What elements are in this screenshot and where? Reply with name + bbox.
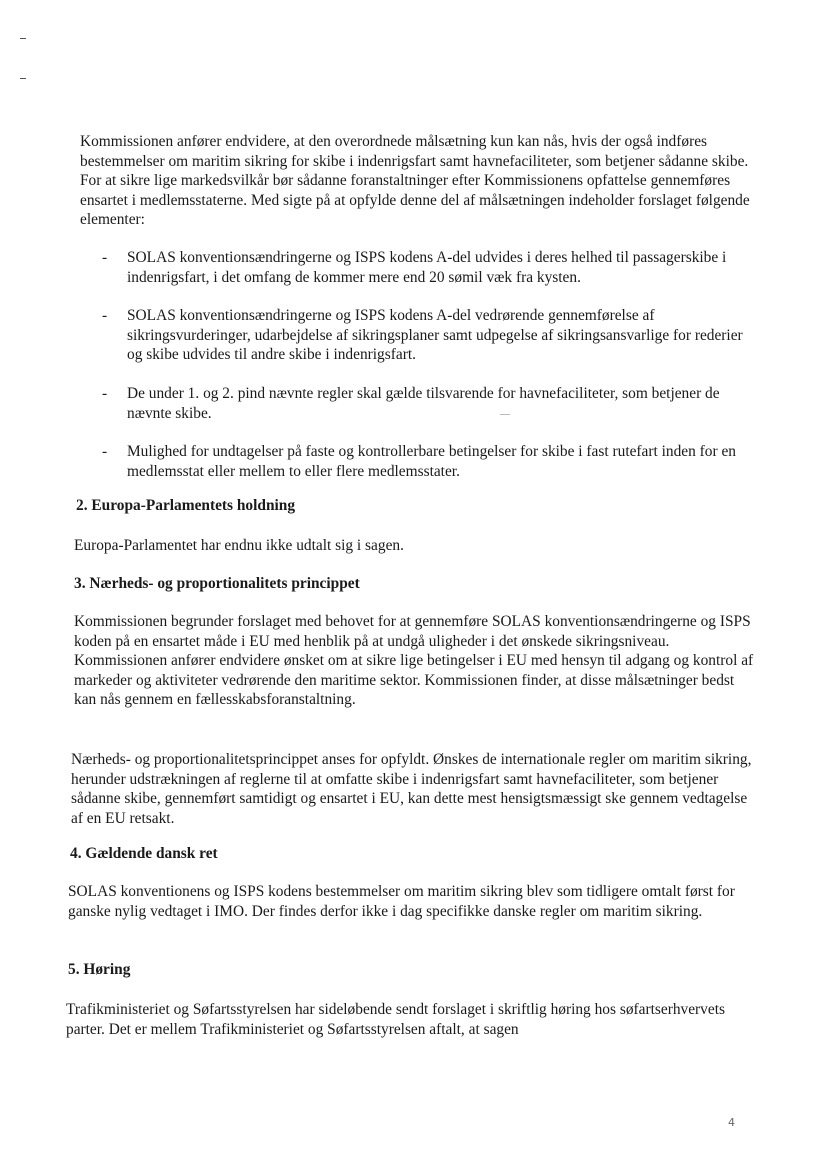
bullet-item bbox=[102, 384, 752, 428]
bullet-item bbox=[102, 306, 752, 370]
bullet-text: De under 1. og 2. pind nævnte regler skal gælde tilsvarende for havnefaciliteter, som betjener de nævnte skibe. bbox=[127, 385, 720, 422]
bullet-item bbox=[102, 442, 752, 486]
bullet-item bbox=[102, 248, 752, 292]
page-number: 4 bbox=[728, 1116, 735, 1129]
margin-mark bbox=[20, 38, 26, 39]
margin-mark bbox=[20, 78, 26, 79]
section-heading-danish-law: 4. Gældende dansk ret bbox=[70, 845, 218, 862]
bullet-dash: - bbox=[102, 249, 108, 266]
section-heading-subsidiarity: 3. Nærheds- og proportionalitets princippet bbox=[74, 575, 360, 592]
section-text-hearing: Trafikministeriet og Søfartsstyrelsen har sideløbende sendt forslaget i skriftlig høring hos søfartserhvervets parter. Det er mellem Trafikministeriet og Søfartsstyrelsen aftalt, at sagen bbox=[66, 1001, 725, 1038]
section-text-parliament: Europa-Parlamentet har endnu ikke udtalt sig i sagen. bbox=[74, 537, 404, 554]
section-text-subsidiarity-1: Kommissionen begrunder forslaget med behovet for at gennemføre SOLAS konventionsændringerne og ISPS koden på en ensartet måde i EU med henblik på at undgå uligheder i det ønskede sikringsniveau. Kommissionen anfører endvidere ønsket om at sikre lige betingelser i EU med hensyn til adgang og kontrol af markeder og aktiviteter vedrørende den maritime sektor. Kommissionen finder, at disse målsætninger bedst kan nås gennem en fællesskabsforanstaltning. bbox=[74, 613, 754, 709]
intro-paragraph: Kommissionen anfører endvidere, at den overordnede målsætning kun kan nås, hvis der også indføres bestemmelser om maritim sikring for skibe i indenrigsfart samt havnefaciliteter, som betjener sådanne skibe. For at sikre lige markedsvilkår bør sådanne foranstaltninger efter Kommissionens opfattelse gennemføres ensartet i medlemsstaterne. Med sigte på at opfylde denne del af målsætningen indeholder forslaget følgende elementer: bbox=[80, 133, 750, 229]
bullet-text: Mulighed for undtagelser på faste og kontrollerbare betingelser for skibe i fast rutefart inden for en medlemsstat eller mellem to eller flere medlemsstater. bbox=[127, 443, 736, 480]
section-text-subsidiarity-2: Nærheds- og proportionalitetsprincippet anses for opfyldt. Ønskes de internationale regler om maritim sikring, herunder udstrækningen af reglerne til at omfatte skibe i indenrigsfart samt havnefaciliteter, som betjener sådanne skibe, gennemført samtidigt og ensartet i EU, kan dette mest hensigtsmæssigt ske gennem vedtagelse af en EU retsakt. bbox=[71, 751, 752, 827]
bullet-dash: - bbox=[102, 385, 108, 402]
bullet-text: SOLAS konventionsændringerne og ISPS kodens A-del udvides i deres helhed til passagerskibe i indenrigsfart, i det omfang de kommer mere end 20 sømil væk fra kysten. bbox=[127, 249, 727, 286]
bullet-text: SOLAS konventionsændringerne og ISPS kodens A-del vedrørende gennemførelse af sikringsvurderinger, udarbejdelse af sikringsplaner samt udpegelse af sikringsansvarlige for rederier og skibe udvides til andre skibe i indenrigsfart. bbox=[127, 307, 743, 364]
section-heading-parliament: 2. Europa-Parlamentets holdning bbox=[76, 497, 296, 514]
section-heading-hearing: 5. Høring bbox=[68, 961, 131, 978]
bullet-dash: - bbox=[102, 443, 108, 460]
bullet-dash: - bbox=[102, 307, 108, 324]
section-text-danish-law: SOLAS konventionens og ISPS kodens bestemmelser om maritim sikring blev som tidligere omtalt først for ganske nylig vedtaget i IMO. Der findes derfor ikke i dag specifikke danske regler om maritim sikring. bbox=[68, 883, 735, 920]
